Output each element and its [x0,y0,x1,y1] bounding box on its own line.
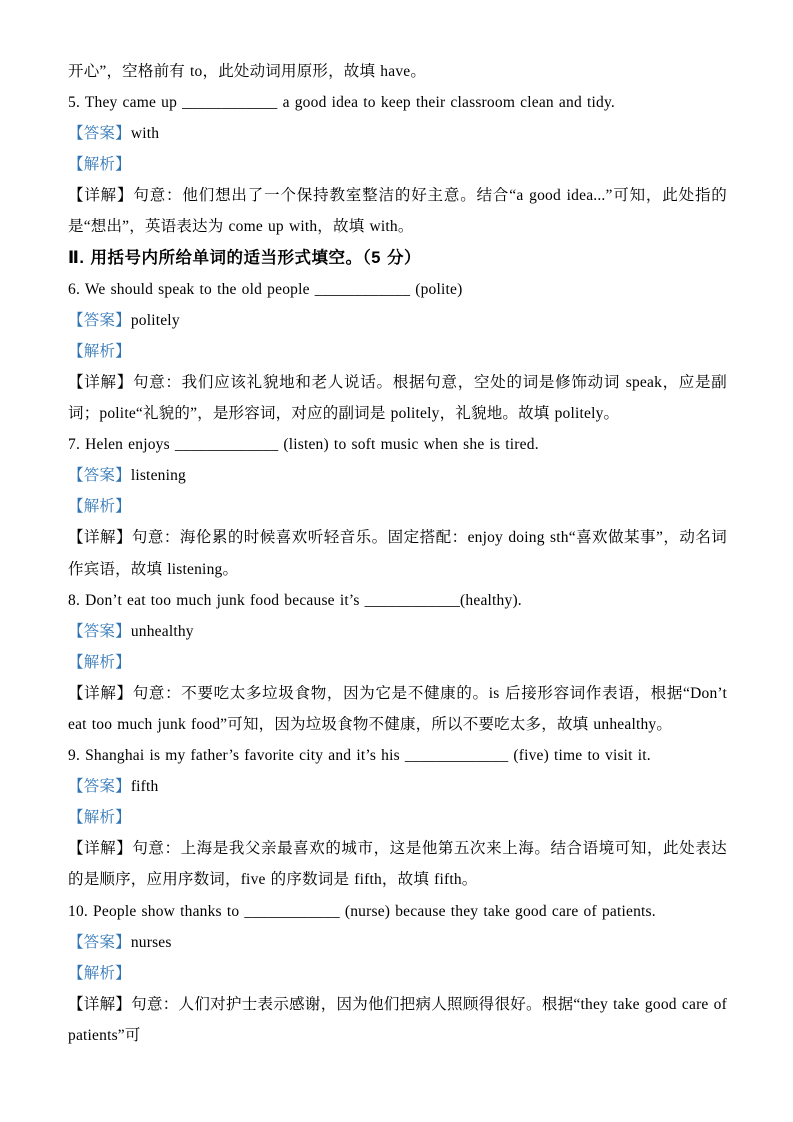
answer-value: nurses [130,933,172,951]
document-body [68,56,727,1051]
answer-label: 【答案】 [68,311,131,329]
analysis-line [68,149,727,180]
analysis-line [68,802,727,833]
question-text: 10. People show thanks to ____________ (nurse) because they take good care of patients. [68,902,656,920]
answer-label: 【答案】 [68,467,131,485]
explanation-text: 【详解】句意：上海是我父亲最喜欢的城市，这是他第五次来上海。结合语境可知，此处表达的是顺序，应用序数词，five 的序数词是 fifth，故填 fifth。 [68,840,727,889]
explanation-text: 【详解】句意：我们应该礼貌地和老人说话。根据句意，空处的词是修饰动词 speak，应是副词；polite“礼貌的”，是形容词，对应的副词是 politely，礼貌地。故填 politely。 [68,373,727,423]
answer-value: fifth [130,778,159,796]
answer-value: listening [130,467,186,485]
explanation-text: 【详解】句意：他们想出了一个保持教室整洁的好主意。结合“a good idea...”可知，此处指的是“想出”，英语表达为 come up with，故填 with。 [68,187,727,236]
question-text: 7. Helen enjoys _____________ (listen) to soft music when she is tired. [68,436,539,454]
question-text: 8. Don’t eat too much junk food because it’s ____________(healthy). [68,591,522,609]
answer-label: 【答案】 [68,778,131,796]
analysis-label: 【解析】 [68,964,131,982]
analysis-label: 【解析】 [68,653,131,671]
answer-label: 【答案】 [68,125,131,143]
analysis-label: 【解析】 [68,498,131,516]
answer-label: 【答案】 [68,622,131,640]
analysis-line [68,336,727,367]
answer-line [68,616,727,647]
answer-value: with [130,125,160,143]
explanation-text: 【详解】句意：不要吃太多垃圾食物，因为它是不健康的。is 后接形容词作表语，根据“Don’t eat too much junk food”可知，因为垃圾食物不健康，所以不要吃太多，故填 unhealthy。 [68,684,727,733]
analysis-line [68,491,727,522]
explanation-text: 【详解】句意：海伦累的时候喜欢听轻音乐。固定搭配：enjoy doing sth“喜欢做某事”，动名词作宾语，故填 listening。 [68,529,727,578]
analysis-line [68,647,727,678]
answer-line [68,460,727,491]
analysis-label: 【解析】 [68,342,131,360]
explanation-text: 【详解】句意：人们对护士表示感谢，因为他们把病人照顾得很好。根据“they take good care of patients”可 [68,995,727,1044]
answer-label: 【答案】 [68,933,131,951]
analysis-label: 【解析】 [68,156,131,174]
continuation-text: 开心”，空格前有 to，此处动词用原形，故填 have。 [68,63,427,80]
answer-line [68,305,727,336]
question-text: 5. They came up ____________ a good idea to keep their classroom clean and tidy. [68,94,615,112]
answer-value: politely [130,311,180,329]
answer-line [68,927,727,958]
answer-line [68,771,727,802]
question-text: 9. Shanghai is my father’s favorite city and it’s his _____________ (five) time to visit it. [68,747,651,765]
analysis-line [68,958,727,989]
answer-value: unhealthy [130,622,194,640]
question-text: 6. We should speak to the old people ____________ (polite) [68,280,463,298]
analysis-label: 【解析】 [68,809,131,827]
answer-line [68,118,727,149]
section-heading: Ⅱ. 用括号内所给单词的适当形式填空。（5 分） [68,248,422,267]
